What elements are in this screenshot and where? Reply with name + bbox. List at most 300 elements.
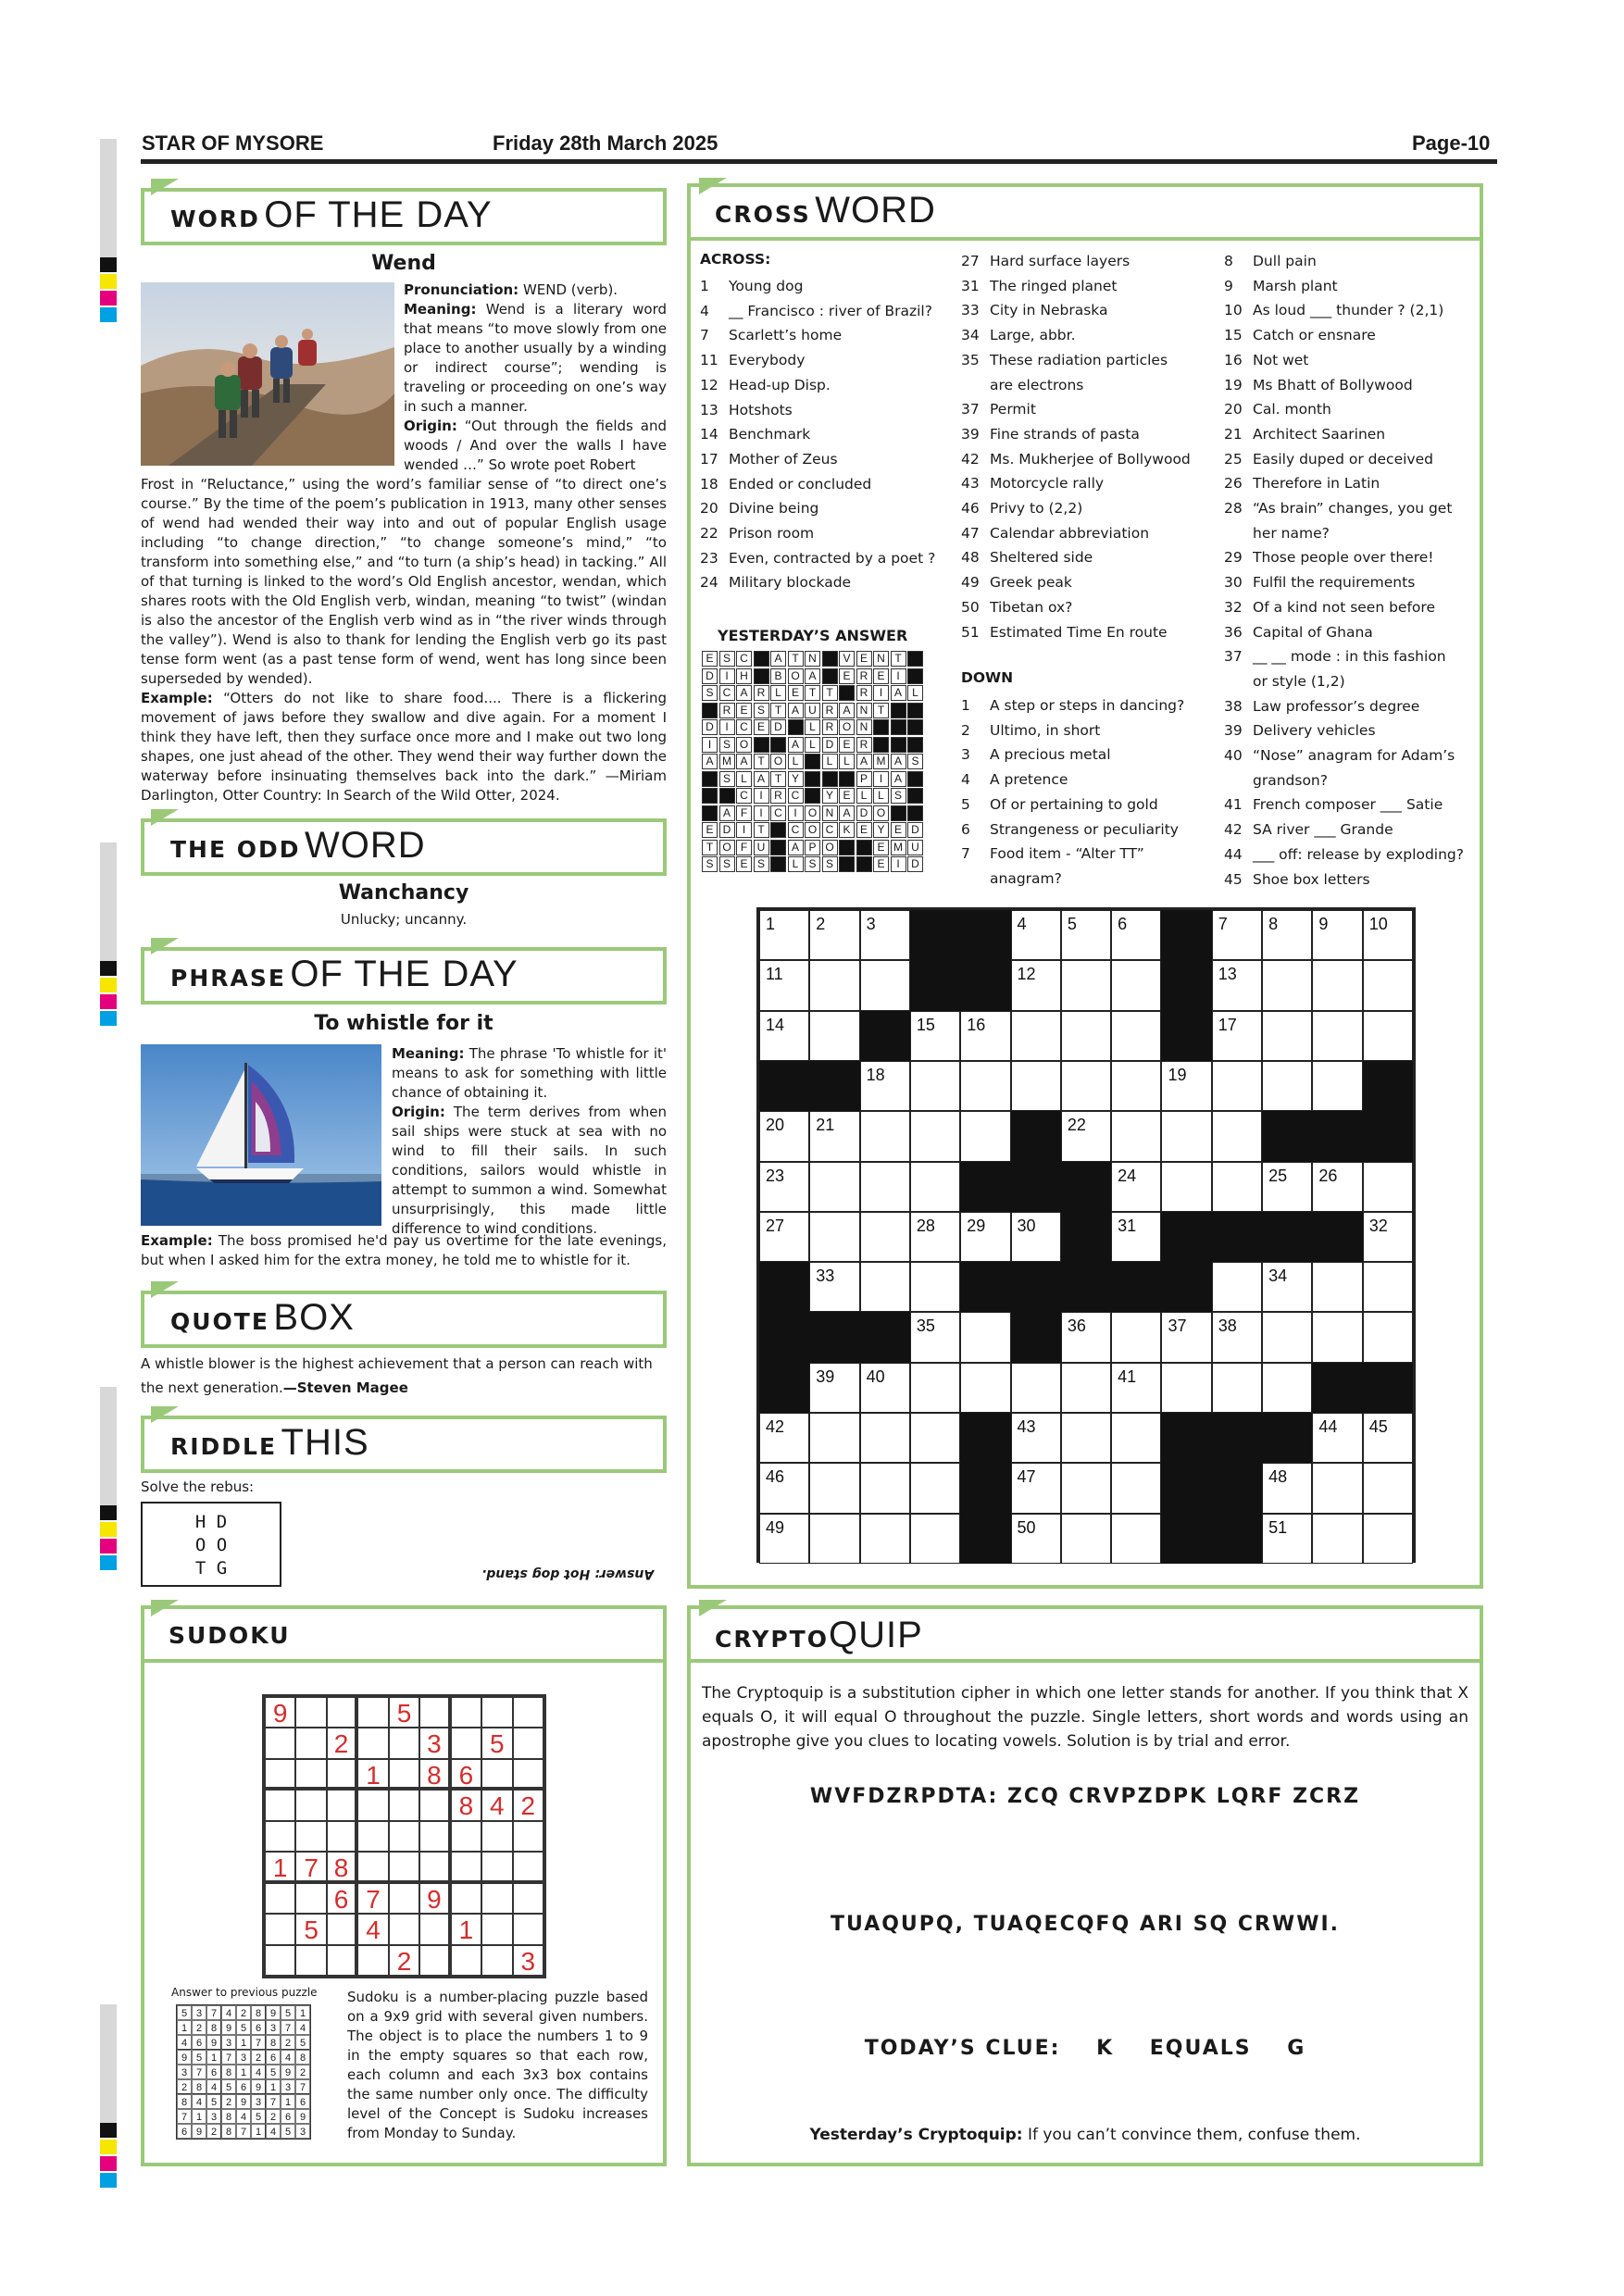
crossword-cell[interactable] [759, 1413, 809, 1463]
sudoku-cell[interactable] [327, 1790, 357, 1820]
sudoku-cell[interactable] [451, 1821, 481, 1852]
previous-answer-cell: 7 [192, 2065, 206, 2079]
answer-cell: N [873, 651, 889, 667]
crossword-cell[interactable] [1363, 1413, 1413, 1463]
sudoku-cell[interactable] [295, 1821, 326, 1852]
answer-cell [719, 788, 735, 804]
crossword-cell[interactable] [1262, 1162, 1312, 1212]
sudoku-cell[interactable] [327, 1821, 357, 1852]
answer-cell: C [736, 719, 752, 735]
sudoku-cell[interactable] [327, 1914, 357, 1944]
crossword-black-cell [1161, 960, 1211, 1010]
crossword-cell[interactable] [809, 1111, 859, 1161]
answer-cell: T [770, 771, 786, 787]
crossword-cell[interactable] [1212, 1011, 1262, 1061]
previous-answer-cell: 3 [266, 2020, 281, 2035]
crossword-cell[interactable] [1111, 1363, 1161, 1413]
answer-cell: A [891, 771, 906, 787]
crossword-cell[interactable] [1061, 1011, 1111, 1061]
crossword-cell[interactable] [1161, 1363, 1211, 1413]
crossword-black-cell [1212, 1463, 1262, 1513]
cell-number: 9 [1318, 915, 1329, 933]
sudoku-cell[interactable] [419, 1790, 450, 1820]
sudoku-cell[interactable] [481, 1852, 512, 1882]
cell-number: 37 [1168, 1316, 1187, 1336]
sudoku-cell[interactable] [389, 1759, 419, 1790]
clue-item [1224, 348, 1464, 373]
sudoku-cell[interactable] [419, 1821, 450, 1852]
crossword-cell[interactable] [1061, 1463, 1111, 1513]
crossword-cell[interactable] [1111, 1212, 1161, 1262]
crossword-cell[interactable] [1011, 1212, 1061, 1262]
previous-answer-cell: 3 [192, 2005, 206, 2020]
answer-cell: S [719, 651, 735, 667]
crossword-cell[interactable] [1262, 1011, 1312, 1061]
clue-text: A step or steps in dancing? [990, 697, 1185, 714]
clue-text: Of or pertaining to gold [990, 795, 1158, 813]
sudoku-cell[interactable] [481, 1759, 512, 1790]
crossword-cell[interactable] [910, 1413, 960, 1463]
sudoku-cell[interactable] [265, 1914, 295, 1944]
crossword-cell[interactable] [860, 1514, 910, 1564]
crossword-cell[interactable] [1011, 960, 1061, 1010]
clue-text: SA river ___ Grande [1253, 821, 1393, 839]
answer-cell [907, 703, 923, 718]
answer-cell: S [702, 685, 718, 701]
clue-number: 46 [961, 500, 980, 518]
crossword-cell[interactable] [1061, 1312, 1111, 1362]
crossword-cell[interactable] [759, 960, 809, 1010]
sudoku-cell[interactable] [357, 1790, 388, 1820]
clue-text: Young dog [729, 278, 804, 294]
sudoku-cell[interactable] [451, 1697, 481, 1728]
sudoku-cell[interactable] [295, 1790, 326, 1820]
sudoku-cell[interactable] [513, 1852, 543, 1882]
crossword-cell[interactable] [1363, 1212, 1413, 1262]
sudoku-cell[interactable] [419, 1697, 450, 1728]
clue-number: 31 [961, 277, 980, 294]
cell-number: 39 [816, 1366, 835, 1386]
crossword-cell[interactable] [1312, 910, 1362, 960]
sudoku-cell[interactable] [419, 1914, 450, 1944]
crossword-cell[interactable] [1212, 910, 1262, 960]
clue-text: Privy to (2,2) [990, 500, 1083, 518]
cell-number: 34 [1268, 1267, 1288, 1286]
previous-answer-cell: 1 [177, 2020, 192, 2035]
crossword-cell[interactable] [1262, 1061, 1312, 1111]
label: Origin: [404, 418, 457, 434]
clue-item [961, 842, 1184, 867]
answer-cell: E [736, 703, 752, 718]
answer-cell [839, 685, 855, 701]
crossword-cell[interactable] [960, 1061, 1010, 1111]
sudoku-cell[interactable] [295, 1945, 326, 1976]
answer-cell: R [754, 685, 769, 701]
previous-answer-cell: 8 [206, 2020, 221, 2035]
crossword-cell[interactable] [1161, 1162, 1211, 1212]
crossword-cell[interactable] [1061, 1363, 1111, 1413]
crossword-cell[interactable] [1262, 1514, 1312, 1564]
sudoku-cell[interactable] [265, 1821, 295, 1852]
crossword-cell[interactable] [1363, 910, 1413, 960]
sudoku-cell[interactable] [481, 1914, 512, 1944]
answer-cell: E [839, 737, 855, 753]
clue-number: 41 [1224, 796, 1243, 814]
crossword-cell[interactable] [910, 1463, 960, 1513]
crossword-cell[interactable] [860, 1212, 910, 1262]
crossword-cell[interactable] [860, 1061, 910, 1111]
title-bold: WORD [170, 206, 260, 232]
sudoku-cell[interactable] [513, 1759, 543, 1790]
sudoku-cell[interactable] [295, 1883, 326, 1914]
cell-number: 21 [816, 1116, 835, 1135]
crossword-black-cell [960, 1162, 1010, 1212]
sudoku-cell[interactable] [295, 1697, 326, 1728]
crossword-cell[interactable] [1212, 960, 1262, 1010]
odd-word-title [170, 825, 426, 867]
crossword-cell[interactable] [910, 1212, 960, 1262]
clue-text: Not wet [1253, 351, 1309, 368]
answer-cell [907, 788, 923, 804]
crossword-cell[interactable] [1111, 960, 1161, 1010]
answer-cell: R [770, 788, 786, 804]
crossword-cell[interactable] [1212, 1312, 1262, 1362]
clue-number: 21 [1224, 425, 1243, 443]
previous-answer-cell: 5 [266, 2065, 281, 2079]
clue-number: 8 [1224, 253, 1233, 269]
crossword-black-cell [1061, 1212, 1111, 1262]
clue-item [1224, 447, 1464, 472]
clue-item [1224, 867, 1464, 892]
crossword-cell[interactable] [1212, 1111, 1262, 1161]
answer-cell [822, 668, 838, 684]
crossword-cell[interactable] [759, 1212, 809, 1262]
crossword-cell[interactable] [1363, 1514, 1413, 1564]
previous-answer-cell: 9 [236, 2094, 251, 2109]
crossword-cell[interactable] [1363, 960, 1413, 1010]
sudoku-cell[interactable] [295, 1728, 326, 1758]
crossword-cell[interactable] [960, 1312, 1010, 1362]
clue-text: Catch or ensnare [1253, 327, 1376, 344]
crossword-cell[interactable] [1212, 1162, 1262, 1212]
crossword-cell[interactable] [1111, 1514, 1161, 1564]
crossword-cell[interactable] [1363, 1463, 1413, 1513]
crossword-cell[interactable] [960, 1212, 1010, 1262]
crossword-cell[interactable] [1111, 910, 1161, 960]
sudoku-cell[interactable] [327, 1945, 357, 1976]
sudoku-cell[interactable] [357, 1945, 388, 1976]
crossword-cell[interactable] [1262, 1262, 1312, 1312]
crossword-cell[interactable] [1212, 1363, 1262, 1413]
clue-item [700, 422, 935, 447]
crossword-cell[interactable] [1262, 1312, 1312, 1362]
answer-cell: L [736, 771, 752, 787]
clue-number: 45 [1224, 870, 1243, 888]
clue-text: Even, contracted by a poet ? [729, 549, 936, 567]
crossword-cell[interactable] [1312, 1514, 1362, 1564]
sudoku-cell: 8 [327, 1852, 357, 1882]
sudoku-cell[interactable] [481, 1883, 512, 1914]
crossword-cell[interactable] [809, 1463, 859, 1513]
crossword-cell[interactable] [759, 1011, 809, 1061]
sudoku-cell[interactable] [357, 1697, 388, 1728]
sudoku-cell[interactable] [327, 1759, 357, 1790]
sudoku-cell[interactable] [451, 1883, 481, 1914]
crossword-cell[interactable] [1011, 1514, 1061, 1564]
previous-answer-grid [176, 2004, 311, 2140]
crossword-cell[interactable] [860, 960, 910, 1010]
answer-cell: M [719, 754, 735, 769]
yesterday-answer-grid [702, 651, 926, 877]
crossword-cell[interactable] [910, 1011, 960, 1061]
cryptoquip-clue: TODAY’S CLUE: K EQUALS G [864, 2037, 1306, 2060]
crossword-black-cell [1011, 1312, 1061, 1362]
crossword-cell[interactable] [1312, 1463, 1362, 1513]
clue-item [961, 298, 1191, 323]
sudoku-cell[interactable] [265, 1728, 295, 1758]
title-rest: BOX [273, 1297, 355, 1338]
answer-cell: E [873, 840, 889, 855]
label: Example: [141, 1232, 213, 1249]
crossword-cell[interactable] [809, 1363, 859, 1413]
clue-item [700, 546, 935, 571]
crossword-cell[interactable] [960, 1011, 1010, 1061]
crossword-cell[interactable] [1262, 910, 1312, 960]
sudoku-cell[interactable] [265, 1945, 295, 1976]
crossword-cell[interactable] [1011, 1463, 1061, 1513]
crossword-cell[interactable] [809, 910, 859, 960]
crossword-cell[interactable] [860, 910, 910, 960]
crossword-cell[interactable] [860, 1162, 910, 1212]
crossword-cell[interactable] [1011, 1061, 1061, 1111]
crossword-cell[interactable] [1061, 960, 1111, 1010]
crossword-cell[interactable] [1363, 1312, 1413, 1362]
crossword-cell[interactable] [759, 1111, 809, 1161]
sudoku-cell: 7 [357, 1883, 388, 1914]
crossword-cell[interactable] [1111, 1111, 1161, 1161]
crossword-cell[interactable] [1312, 1011, 1362, 1061]
crossword-cell[interactable] [1363, 1162, 1413, 1212]
sudoku-cell[interactable] [389, 1883, 419, 1914]
crossword-cell[interactable] [759, 1514, 809, 1564]
answer-cell: U [754, 840, 769, 855]
crossword-cell[interactable] [1011, 1413, 1061, 1463]
answer-cell: E [873, 856, 889, 872]
previous-answer-cell: 8 [192, 2079, 206, 2094]
sudoku-cell[interactable] [513, 1728, 543, 1758]
crossword-cell[interactable] [809, 960, 859, 1010]
crossword-cell[interactable] [910, 1061, 960, 1111]
crossword-cell[interactable] [809, 1162, 859, 1212]
crossword-cell[interactable] [1312, 960, 1362, 1010]
crossword-cell[interactable] [1061, 1061, 1111, 1111]
origin-part1: “Out through the fields and woods / And over the walls I have wended …” So wrote poet Robert [404, 418, 667, 473]
crossword-cell[interactable] [910, 1363, 960, 1413]
sudoku-cell[interactable] [295, 1759, 326, 1790]
crossword-cell[interactable] [1111, 1162, 1161, 1212]
crossword-cell[interactable] [1161, 1312, 1211, 1362]
issue-date: Friday 28th March 2025 [493, 131, 718, 155]
clue-text: Benchmark [729, 426, 811, 443]
crossword-cell[interactable] [1111, 1061, 1161, 1111]
crossword-cell[interactable] [1212, 1262, 1262, 1312]
crossword-cell[interactable] [1312, 1312, 1362, 1362]
sudoku-cell[interactable] [481, 1697, 512, 1728]
sudoku-cell[interactable] [513, 1821, 543, 1852]
clue-text: Ms Bhatt of Bollywood [1253, 376, 1413, 393]
sudoku-cell[interactable] [389, 1852, 419, 1882]
sudoku-cell[interactable] [451, 1728, 481, 1758]
sudoku-cell[interactable] [265, 1759, 295, 1790]
crossword-cell[interactable] [910, 1111, 960, 1161]
answer-cell: A [736, 754, 752, 769]
crossword-cell[interactable] [1262, 1463, 1312, 1513]
crossword-cell[interactable] [1011, 910, 1061, 960]
cell-number: 12 [1017, 965, 1036, 984]
crossword-cell[interactable] [860, 1363, 910, 1413]
sudoku-cell[interactable] [357, 1728, 388, 1758]
paper-name: STAR OF MYSORE [142, 131, 324, 155]
sudoku-cell[interactable] [481, 1945, 512, 1976]
crossword-cell[interactable] [1312, 1162, 1362, 1212]
crossword-cell[interactable] [1111, 1011, 1161, 1061]
previous-answer-cell: 9 [221, 2020, 236, 2035]
sudoku-cell[interactable] [513, 1883, 543, 1914]
registration-yellow [100, 1522, 117, 1537]
crossword-cell[interactable] [1111, 1312, 1161, 1362]
answer-cell [770, 822, 786, 838]
crossword-cell[interactable] [1111, 1463, 1161, 1513]
sudoku-cell[interactable] [389, 1821, 419, 1852]
crossword-cell[interactable] [910, 1514, 960, 1564]
cell-number: 45 [1368, 1417, 1388, 1437]
crossword-cell[interactable] [759, 910, 809, 960]
crossword-black-cell [910, 960, 960, 1010]
crossword-cell[interactable] [1061, 1111, 1111, 1161]
sudoku-cell[interactable] [513, 1914, 543, 1944]
sudoku-cell[interactable] [357, 1821, 388, 1852]
crossword-cell[interactable] [1011, 1011, 1061, 1061]
clue-text: Head-up Disp. [729, 376, 831, 393]
sudoku-cell[interactable] [327, 1697, 357, 1728]
phrase-definition-block [392, 1044, 667, 1239]
crossword-cell[interactable] [1161, 1111, 1211, 1161]
crossword-cell[interactable] [1061, 1413, 1111, 1463]
crossword-cell[interactable] [1061, 910, 1111, 960]
odd-word: Wanchancy [338, 881, 469, 905]
cell-number: 6 [1118, 915, 1128, 933]
crossword-cell[interactable] [809, 1262, 859, 1312]
crossword-cell[interactable] [809, 1011, 859, 1061]
crossword-cell[interactable] [809, 1212, 859, 1262]
clue-item [1224, 817, 1464, 842]
sudoku-cell[interactable] [265, 1790, 295, 1820]
cell-number: 47 [1017, 1467, 1036, 1487]
crossword-cell[interactable] [1312, 1262, 1362, 1312]
clue-item [961, 693, 1184, 718]
crossword-cell[interactable] [759, 1463, 809, 1513]
crossword-cell[interactable] [910, 1262, 960, 1312]
answer-cell: S [719, 737, 735, 753]
clue-number: 33 [961, 302, 980, 319]
previous-answer-cell: 6 [206, 2065, 221, 2079]
crossword-cell[interactable] [809, 1413, 859, 1463]
sudoku-cell[interactable] [451, 1945, 481, 1976]
crossword-cell[interactable] [860, 1413, 910, 1463]
previous-answer-cell: 9 [295, 2109, 310, 2124]
crossword-cell[interactable] [809, 1514, 859, 1564]
crossword-cell[interactable] [860, 1463, 910, 1513]
crossword-cell[interactable] [1212, 1061, 1262, 1111]
sudoku-cell[interactable] [389, 1790, 419, 1820]
registration-strip [100, 139, 117, 257]
crossword-cell[interactable] [860, 1111, 910, 1161]
crossword-cell[interactable] [1363, 1011, 1413, 1061]
crossword-cell[interactable] [960, 1363, 1010, 1413]
sudoku-cell[interactable] [481, 1821, 512, 1852]
sudoku-cell: 8 [451, 1790, 481, 1820]
clue-text: Fine strands of pasta [990, 425, 1140, 443]
crossword-cell[interactable] [1161, 1061, 1211, 1111]
crossword-cell[interactable] [910, 1312, 960, 1362]
clue-number: 11 [700, 352, 718, 369]
sudoku-cell[interactable] [389, 1728, 419, 1758]
previous-answer-cell: 2 [177, 2079, 192, 2094]
previous-answer-cell: 8 [221, 2065, 236, 2079]
crossword-cell[interactable] [1262, 960, 1312, 1010]
answer-cell: S [719, 771, 735, 787]
across-clues-col2 [961, 249, 1191, 644]
previous-answer-cell: 1 [192, 2109, 206, 2124]
sudoku-cell[interactable] [419, 1852, 450, 1882]
clue-text: Scarlett’s home [729, 327, 843, 344]
answer-cell: D [702, 719, 718, 735]
crossword-cell[interactable] [1061, 1514, 1111, 1564]
answer-cell: I [719, 668, 735, 684]
sudoku-cell[interactable] [265, 1883, 295, 1914]
crossword-cell[interactable] [1111, 1413, 1161, 1463]
crossword-cell[interactable] [910, 1162, 960, 1212]
clue-number: 39 [961, 425, 980, 443]
clue-item [1224, 471, 1464, 496]
crossword-cell[interactable] [1312, 1413, 1362, 1463]
sudoku-cell[interactable] [419, 1945, 450, 1976]
crossword-cell[interactable] [1312, 1061, 1362, 1111]
crossword-cell[interactable] [960, 1111, 1010, 1161]
sudoku-cell[interactable] [451, 1852, 481, 1882]
sudoku-cell[interactable] [389, 1914, 419, 1944]
section-flag [151, 1281, 179, 1298]
sudoku-cell[interactable] [357, 1852, 388, 1882]
crossword-cell[interactable] [860, 1262, 910, 1312]
section-flag [151, 179, 179, 195]
crossword-cell[interactable] [1262, 1363, 1312, 1413]
crossword-cell[interactable] [759, 1162, 809, 1212]
sudoku-cell: 8 [419, 1759, 450, 1790]
title-rest: WORD [815, 190, 936, 231]
previous-answer-cell: 7 [281, 2020, 295, 2035]
answer-cell: M [873, 754, 889, 769]
clue-item [700, 496, 935, 521]
sudoku-cell[interactable] [513, 1697, 543, 1728]
previous-answer-cell: 8 [251, 2005, 266, 2020]
phrase-origin: The term derives from when sail ships were stuck at sea with no wind to fill their sails. In such conditions, sailors would whistle in attempt to summon a wind. Somewhat unsurprisingly, this made little difference to wind conditions. [392, 1104, 667, 1237]
page-number: Page-10 [1412, 131, 1491, 155]
clue-number: 2 [961, 721, 970, 739]
clue-item [1224, 842, 1464, 867]
crossword-cell[interactable] [1011, 1363, 1061, 1413]
crossword-cell[interactable] [1363, 1262, 1413, 1312]
